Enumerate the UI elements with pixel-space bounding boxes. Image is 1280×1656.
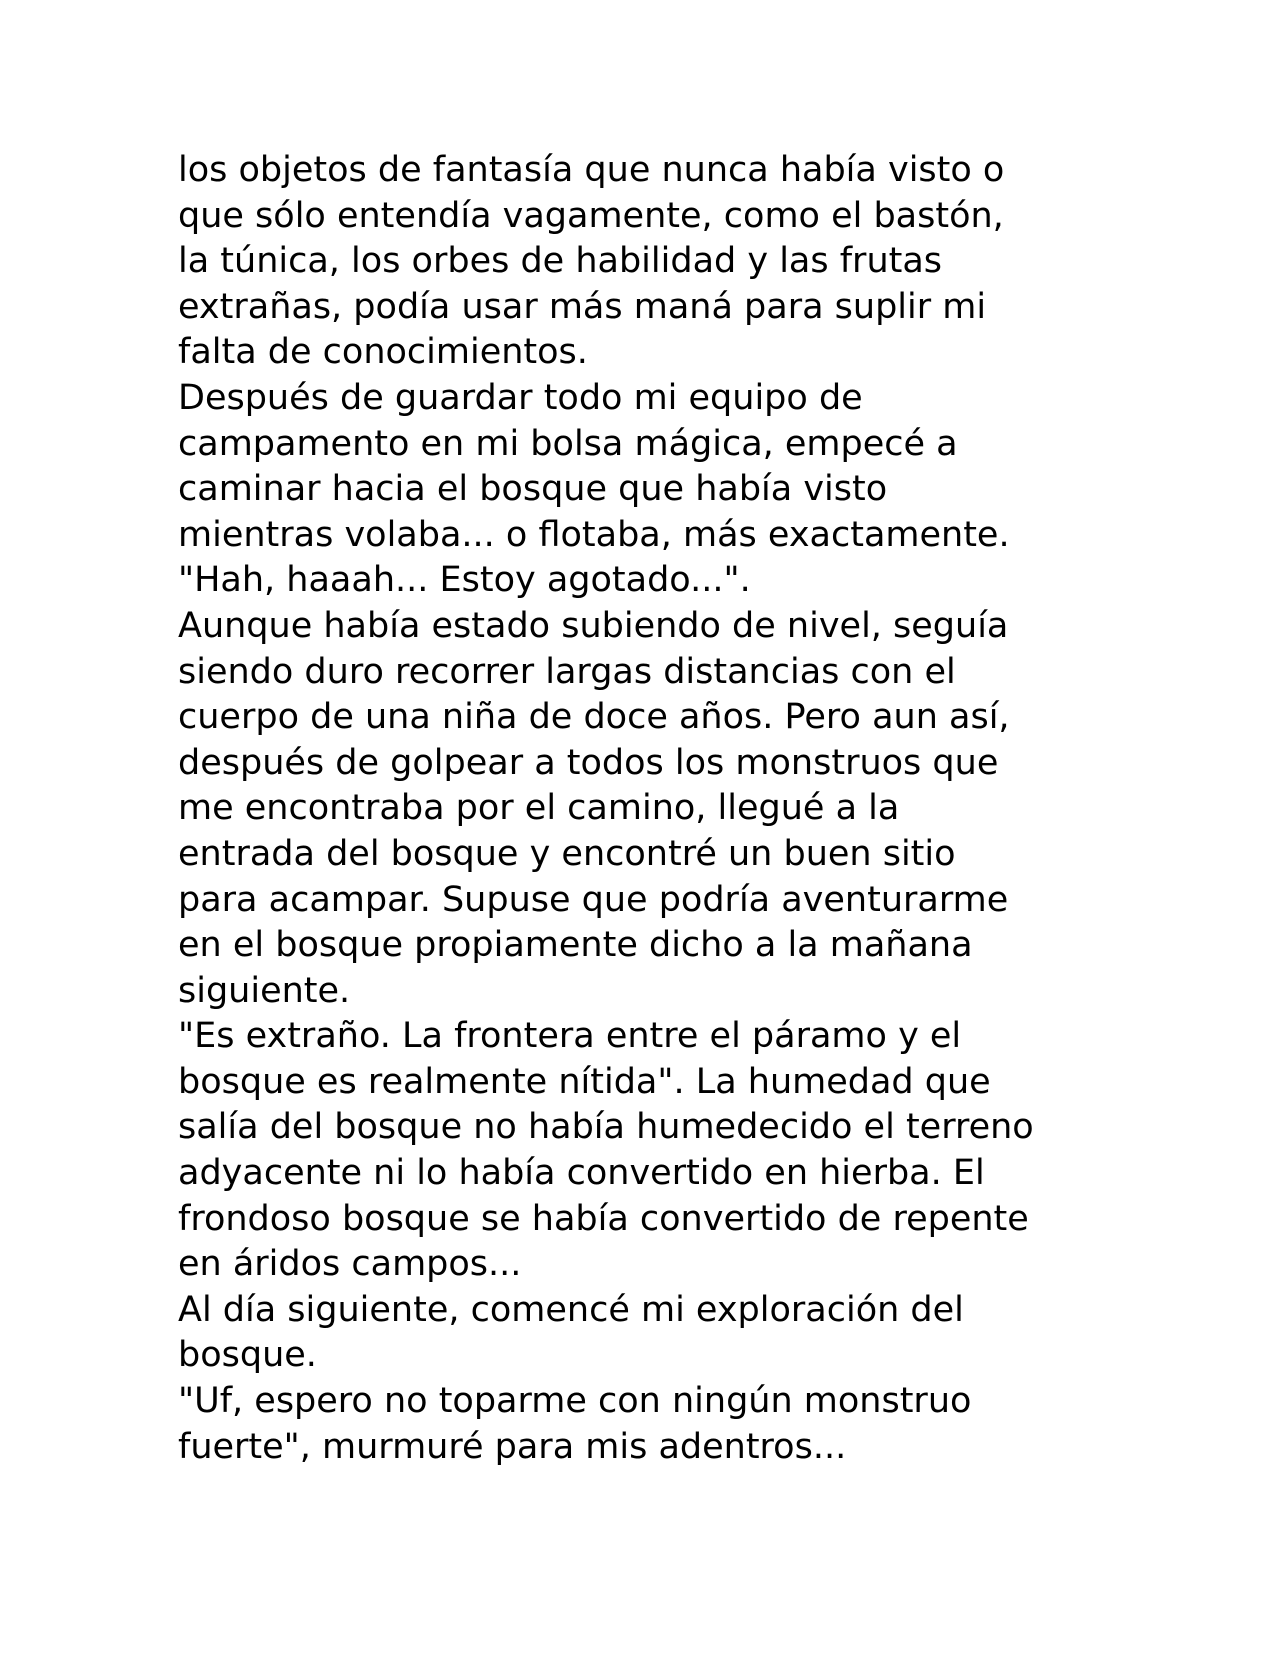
paragraph-2: Después de guardar todo mi equipo de campamento en mi bolsa mágica, empecé a caminar hacia el bosque que había visto mientras volaba... o flotaba, más exactamente. bbox=[178, 377, 1010, 555]
paragraph-1: los objetos de fantasía que nunca había visto o que sólo entendía vagamente, como el bastón, la túnica, los orbes de habilidad y las frutas extrañas, podía usar más maná para suplir mi falta de conocimientos. bbox=[178, 150, 1005, 373]
paragraph-4: Aunque había estado subiendo de nivel, seguía siendo duro recorrer largas distancias con el cuerpo de una niña de doce años. Pero aun así, después de golpear a todos los monstruos que me encontraba por el camino, llegué a la entrada del bosque y encontré un buen sitio para acampar. Supuse que podría aventurarme en el bosque propiamente dicho a la mañana siguiente. bbox=[178, 605, 1010, 1011]
paragraph-6: Al día siguiente, comencé mi exploración del bosque. bbox=[178, 1289, 964, 1376]
paragraph-3: "Hah, haaah... Estoy agotado...". bbox=[178, 560, 751, 601]
paragraph-7: "Uf, espero no toparme con ningún monstruo fuerte", murmuré para mis adentros... bbox=[178, 1381, 972, 1467]
body-text bbox=[178, 148, 1118, 1470]
paragraph-5: "Es extraño. La frontera entre el páramo y el bosque es realmente nítida". La humedad que salía del bosque no había humedecido el terreno adyacente ni lo había convertido en hierba. El frondoso bosque se había convertido de repente en áridos campos... bbox=[178, 1016, 1034, 1285]
